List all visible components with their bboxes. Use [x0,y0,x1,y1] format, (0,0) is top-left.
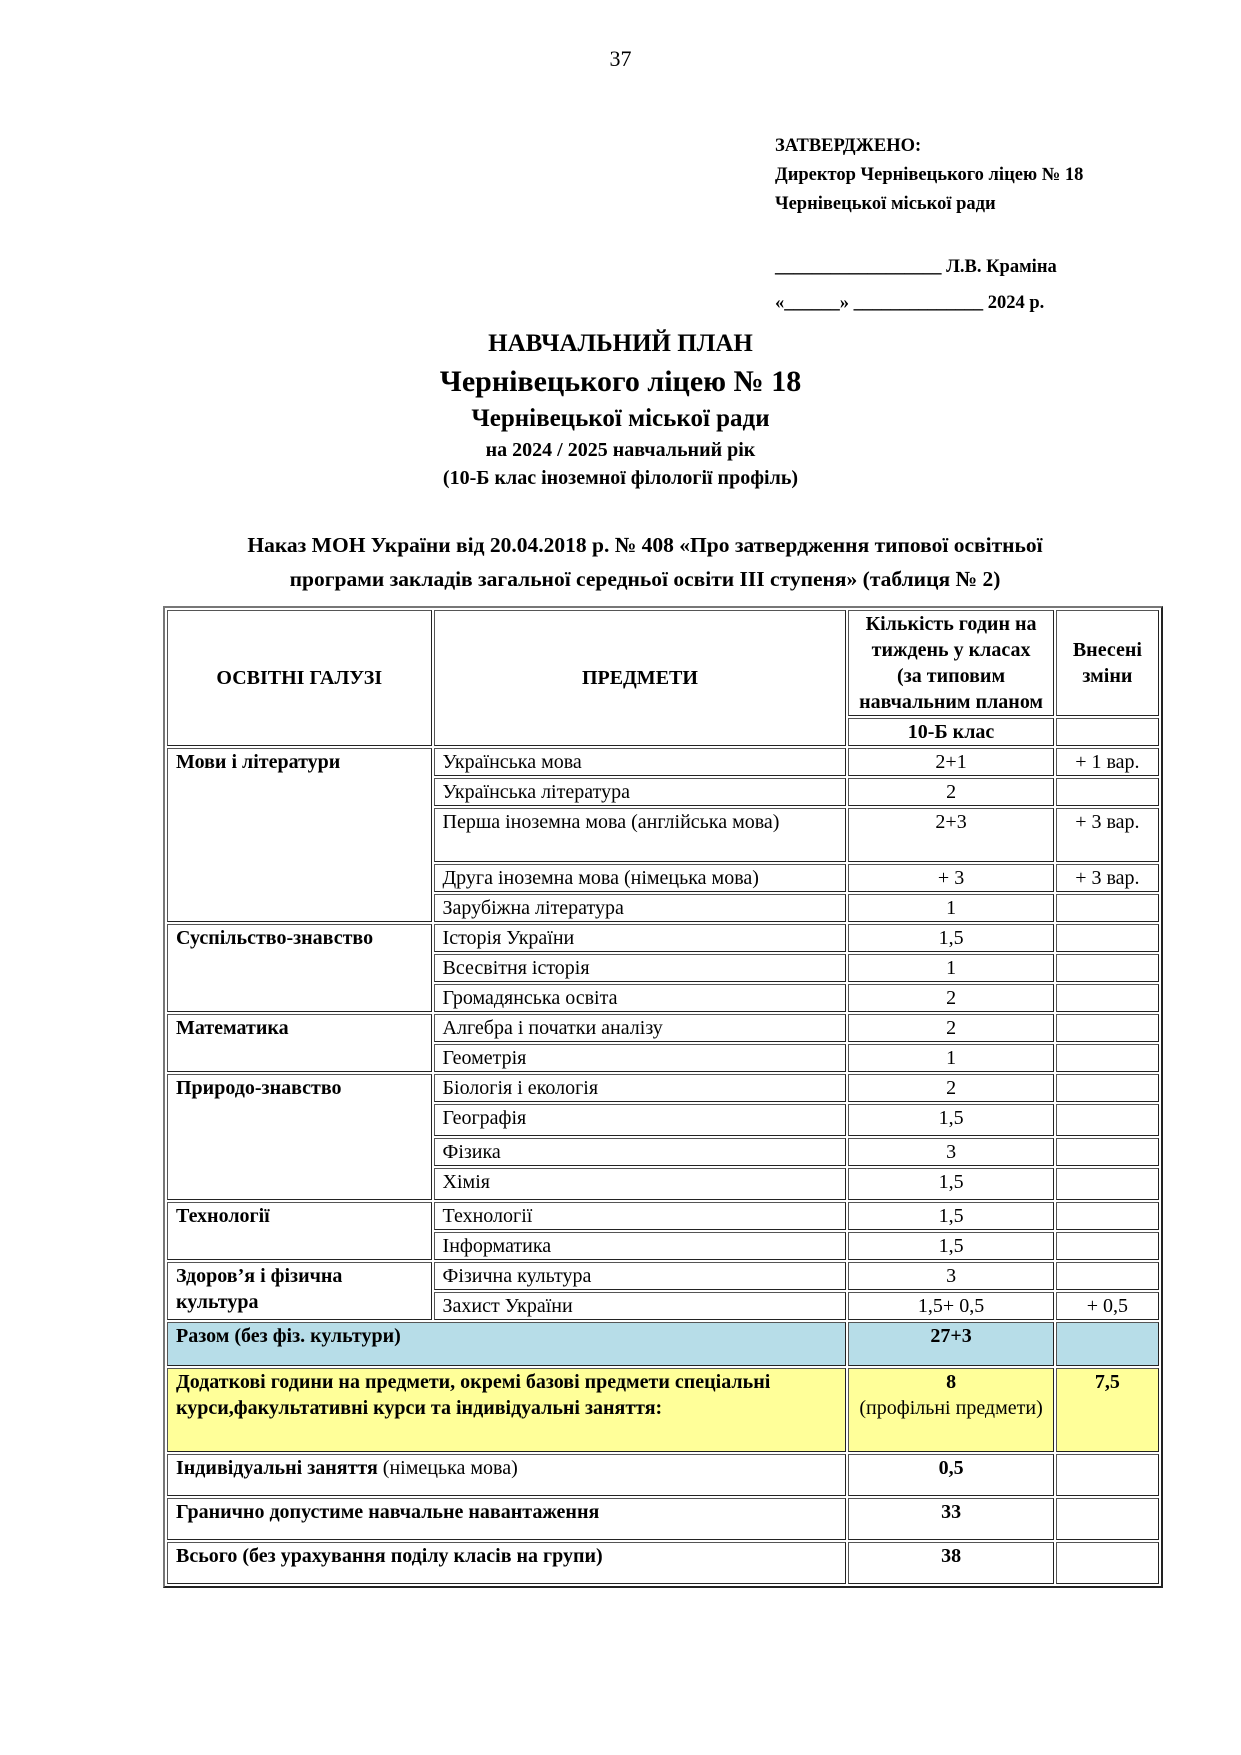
change-cell: + 3 вар. [1056,864,1159,892]
subject-cell: Українська література [434,778,847,806]
header-hours-line: Кількість годин на [865,613,1037,635]
extra-change: 7,5 [1056,1368,1159,1452]
total-change [1056,1322,1159,1366]
subject-cell: Геометрія [434,1044,847,1072]
extra-hours-value: 8 [946,1371,957,1393]
individual-label [167,1454,846,1496]
hours-cell: 1,5+ 0,5 [848,1292,1053,1320]
decree-reference [150,528,1140,596]
grand-total-change [1056,1542,1159,1584]
grand-total-label: Всього (без урахування поділу класів на групи) [167,1542,846,1584]
change-cell [1056,778,1159,806]
hours-cell: 3 [848,1138,1053,1166]
decree-line-2: програми закладів загальної середньої освіти ІІІ ступеня» (таблиця № 2) [289,567,1001,591]
total-hours: 27+3 [848,1322,1053,1366]
title-line-4: на 2024 / 2025 навчальний рік [485,439,756,461]
grand-total-hours: 38 [848,1542,1053,1584]
subject-cell: Друга іноземна мова (німецька мова) [434,864,847,892]
title-line-5: (10-Б клас іноземної філології профіль) [442,467,799,489]
change-cell [1056,1262,1159,1290]
approval-heading: ЗАТВЕРДЖЕНО: [775,136,922,156]
extra-hours [848,1368,1053,1452]
change-cell [1056,954,1159,982]
page-number: 37 [609,46,632,71]
individual-row [167,1454,1159,1496]
subject-cell: Перша іноземна мова (англійська мова) [434,808,847,862]
change-cell [1056,984,1159,1012]
subject-row [167,1014,1159,1042]
subject-cell: Зарубіжна література [434,894,847,922]
hours-cell: 2 [848,1074,1053,1102]
header-hours [848,610,1053,716]
hours-cell: 3 [848,1262,1053,1290]
hours-cell: 1,5 [848,1202,1053,1230]
extra-hours-row [167,1368,1159,1452]
hours-cell: + 3 [848,864,1053,892]
document-title [0,326,1241,492]
subject-cell: Алгебра і початки аналізу [434,1014,847,1042]
change-cell [1056,1232,1159,1260]
subject-row [167,1074,1159,1102]
change-cell [1056,924,1159,952]
hours-cell: 2+1 [848,748,1053,776]
subject-cell: Біологія і екологія [434,1074,847,1102]
hours-cell: 1,5 [848,924,1053,952]
subject-cell: Всесвітня історія [434,954,847,982]
change-cell [1056,1138,1159,1166]
subject-cell: Інформатика [434,1232,847,1260]
header-areas: ОСВІТНІ ГАЛУЗІ [167,610,432,746]
header-hours-line: навчальним планом [859,691,1044,713]
subject-cell: Фізика [434,1138,847,1166]
header-changes [1056,610,1159,716]
hours-cell: 2 [848,984,1053,1012]
subject-cell: Захист України [434,1292,847,1320]
hours-cell: 1,5 [848,1232,1053,1260]
individual-label-bold: Індивідуальні заняття [176,1457,378,1479]
area-cell: Здоров’я і фізична культура [167,1262,432,1320]
change-cell: + 3 вар. [1056,808,1159,862]
signature-line: __________________ Л.В. Краміна [775,257,1057,277]
header-hours-line: (за типовим [897,665,1006,687]
date-line: «______» ______________ 2024 р. [775,293,1045,313]
grand-total-row [167,1542,1159,1584]
table-body [167,748,1159,1320]
title-line-1: НАВЧАЛЬНИЙ ПЛАН [488,330,753,357]
change-cell: + 1 вар. [1056,748,1159,776]
approval-director: Директор Чернівецького ліцею № 18 [775,165,1084,185]
max-load-label: Гранично допустиме навчальне навантаження [167,1498,846,1540]
change-cell [1056,1168,1159,1200]
area-cell: Суспільство-знавство [167,924,432,1012]
approval-council: Чернівецької міської ради [775,194,996,214]
subject-cell: Історія України [434,924,847,952]
max-load-change [1056,1498,1159,1540]
hours-cell: 1 [848,954,1053,982]
header-class: 10-Б клас [848,718,1053,746]
change-cell [1056,894,1159,922]
subject-row [167,924,1159,952]
header-hours-line: тиждень у класах [871,639,1031,661]
extra-hours-note: (профільні предмети) [859,1397,1043,1419]
individual-change [1056,1454,1159,1496]
subject-cell: Громадянська освіта [434,984,847,1012]
hours-cell: 1,5 [848,1168,1053,1200]
title-line-3: Чернівецької міської ради [471,405,770,432]
area-cell: Мови і літератури [167,748,432,922]
total-label: Разом (без фіз. культури) [167,1322,846,1366]
extra-label: Додаткові години на предмети, окремі базові предмети спеціальні курси,факультативні курси та індивідуальні заняття: [167,1368,846,1452]
change-cell [1056,1014,1159,1042]
change-cell [1056,1074,1159,1102]
hours-cell: 2 [848,1014,1053,1042]
individual-hours: 0,5 [848,1454,1053,1496]
total-row [167,1322,1159,1366]
individual-label-normal: (німецька мова) [377,1457,518,1479]
subject-cell: Технології [434,1202,847,1230]
subject-cell: Фізична культура [434,1262,847,1290]
area-cell: Математика [167,1014,432,1072]
change-cell [1056,1044,1159,1072]
subject-cell: Українська мова [434,748,847,776]
decree-line-1: Наказ МОН України від 20.04.2018 р. № 408 «Про затвердження типової освітньої [247,533,1043,557]
subject-row [167,1262,1159,1290]
hours-cell: 1,5 [848,1104,1053,1136]
subject-row [167,748,1159,776]
header-class-changes [1056,718,1159,746]
header-subjects: ПРЕДМЕТИ [434,610,847,746]
approval-block [775,132,1083,318]
subject-cell: Хімія [434,1168,847,1200]
change-cell [1056,1104,1159,1136]
change-cell: + 0,5 [1056,1292,1159,1320]
subject-row [167,1202,1159,1230]
max-load-hours: 33 [848,1498,1053,1540]
subject-cell: Географія [434,1104,847,1136]
area-cell: Природо-знавство [167,1074,432,1200]
curriculum-table [163,606,1163,1588]
max-load-row [167,1498,1159,1540]
header-changes-line: Внесені [1072,639,1142,661]
area-cell: Технології [167,1202,432,1260]
hours-cell: 1 [848,894,1053,922]
header-changes-line: зміни [1082,665,1133,687]
title-line-2: Чернівецького ліцею № 18 [439,365,802,398]
change-cell [1056,1202,1159,1230]
hours-cell: 2+3 [848,808,1053,862]
hours-cell: 2 [848,778,1053,806]
hours-cell: 1 [848,1044,1053,1072]
